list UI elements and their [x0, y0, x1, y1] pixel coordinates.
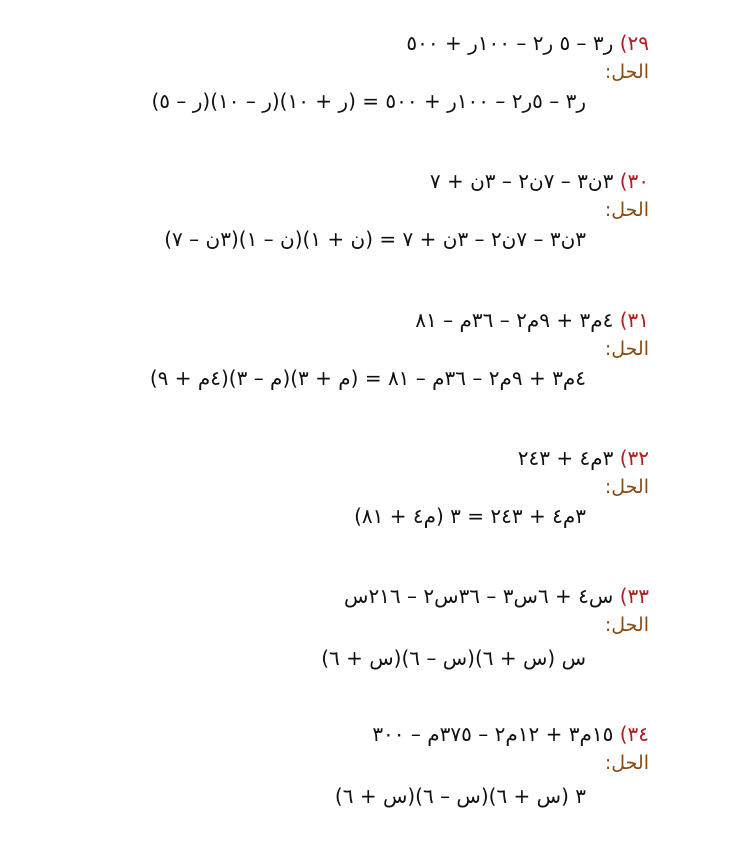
question-number: ٣٤) [619, 722, 649, 746]
problem-31 [0, 307, 756, 427]
solution-expression: ٣ن٣ – ٧ن٢ – ٣ن + ٧ = (ن + ١)(ن – ١)(٣ن – ٧) [164, 227, 586, 251]
problem-32 [0, 445, 756, 565]
solution-label: الحل: [604, 199, 649, 221]
question-number: ٣١) [619, 308, 649, 332]
question-line [518, 445, 649, 471]
solution-label: الحل: [604, 752, 649, 774]
question-line [430, 168, 649, 194]
solution-expression: ٤م٣ + ٩م٢ – ٣٦م – ٨١ = (م + ٣)(م – ٣)(٤م + ٩) [149, 366, 586, 390]
question-number: ٣٠) [619, 169, 649, 193]
solution-label: الحل: [604, 338, 649, 360]
question-number: ٢٩) [619, 31, 649, 55]
solution-label: الحل: [604, 476, 649, 498]
problem-34 [0, 721, 756, 841]
problem-30 [0, 168, 756, 288]
solution-expression: س (س + ٦)(س – ٦)(س + ٦) [321, 646, 586, 670]
question-expression: س٤ + ٦س٣ – ٣٦س٢ – ٢١٦س [344, 584, 614, 608]
problem-33 [0, 583, 756, 703]
solution-expression: ر٣ – ٥ر٢ – ١٠٠ر + ٥٠٠ = (ر + ١٠)(ر – ١٠)(ر – ٥) [151, 89, 586, 113]
solution-expression: ٣م٤ + ٢٤٣ = ٣ (م٤ + ٨١) [354, 504, 586, 528]
question-expression: ٤م٣ + ٩م٢ – ٣٦م – ٨١ [415, 308, 614, 332]
question-line [406, 30, 649, 56]
question-line [415, 307, 649, 333]
question-number: ٣٢) [619, 446, 649, 470]
problem-29 [0, 30, 756, 150]
question-expression: ٣ن٣ – ٧ن٢ – ٣ن + ٧ [429, 169, 614, 193]
question-line [344, 583, 649, 609]
question-expression: ١٥م٣ + ١٢م٢ – ٣٧٥م – ٣٠٠ [372, 722, 614, 746]
question-expression: ٣م٤ + ٢٤٣ [517, 446, 614, 470]
question-expression: ر٣ – ٥ ر٢ – ١٠٠ر + ٥٠٠ [406, 31, 614, 55]
solution-label: الحل: [604, 614, 649, 636]
solution-expression: ٣ (س + ٦)(س – ٦)(س + ٦) [334, 784, 586, 808]
solution-label: الحل: [604, 61, 649, 83]
question-number: ٣٣) [619, 584, 649, 608]
question-line [372, 721, 649, 747]
